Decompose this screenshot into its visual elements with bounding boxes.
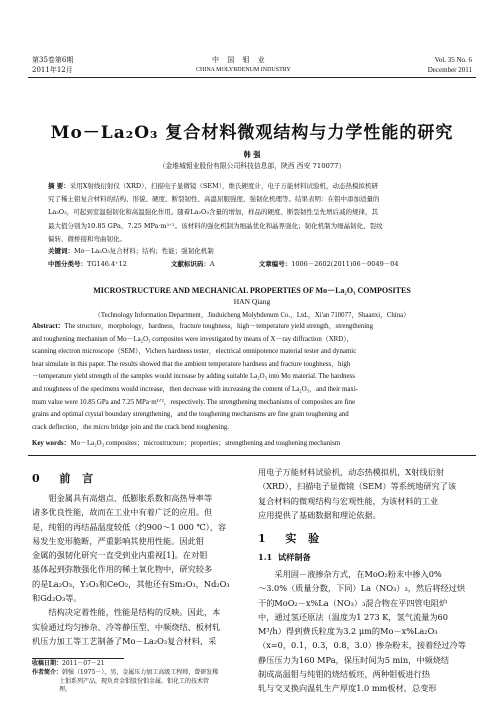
keywords-en-label: Key words： xyxy=(32,440,71,447)
abstract-en-label: Abstract： xyxy=(32,323,65,330)
intro-text xyxy=(32,491,242,648)
abstract-en-line: scanning electron microscope（SEM），Vichers hardness tester，electrical omnipotence material tester and dynamic xyxy=(32,348,357,356)
author-bio-line: 土钼系列产品，现负责金钼股份钼金属、钼化工的技术管 xyxy=(59,677,210,685)
date-en: December 2011 xyxy=(427,66,472,74)
header-rule xyxy=(28,77,476,78)
text-line: 干的MoO₂－x%La（NO₃）₃混合物在平四管电阻炉 xyxy=(258,597,448,608)
journal-name-en: CHINA MOLYBDENUM INDUSTRY xyxy=(196,67,291,73)
text-line: 制成高温钼与纯钼的烧结板坯，两种钼板进行热 xyxy=(258,669,430,680)
abstract-en-line: －temperature yield strength of the samples would increase by adding suitable La₂O₃ into Mo material. The hardness xyxy=(32,373,355,381)
text-line: 中，通过氢还原法（温度为1 273 K，氢气流量为60 xyxy=(258,611,448,622)
paper-title-cn: Mo－La₂O₃ 复合材料微观结构与力学性能的研究 xyxy=(50,123,454,143)
volume-issue-cn: 第35卷第6期 xyxy=(32,56,74,64)
abstract-en-line: heat simulate in this paper. The results showed that the ambient temperature hardness and fracture toughness，high xyxy=(32,360,351,368)
text-line: 用电子万能材料试验机，动态热模拟机，X射线衍射 xyxy=(258,467,444,477)
abstract-cn-line: 最大值分别为10.85 GPa、7.25 MPa·m¹ᐟ²。该材料的强化机制为细晶优化和晶界强化；韧化机制为细晶韧化、裂纹 xyxy=(48,221,383,230)
received-date: 收稿日期：2011－07－21 xyxy=(32,660,105,667)
affiliation-cn: （金堆城钼业股份有限公司科技信息部，陕西 西安 710077） xyxy=(158,162,346,170)
text-line: M³/h）得到费氏粒度为3.2 μm的Mo－x%La₂O₃ xyxy=(258,626,438,637)
text-line: 采用固－液掺杂方式，在MoO₂粉末中掺入0% xyxy=(274,569,442,579)
subsection-heading-sample-prep: 1.1 试样制备 xyxy=(258,552,311,562)
text-line: 是，纯钼的再结晶温度较低（约900～1 000 ℃），容 xyxy=(32,521,227,532)
footnote xyxy=(32,660,244,695)
text-line: 应用提供了基础数据和理论依据。 xyxy=(258,509,381,520)
section-heading-intro: 0 前 言 xyxy=(32,472,98,485)
abstract-cn-line: La₂O₃，可起到室温强韧化和高温强化作用。随着La₂O₃含量的增加，样品的硬度、断裂韧性呈先增后减的规律，其 xyxy=(48,208,378,217)
abstract-en-line: and toughening mechanism of Mo－La₂O₃ composites were investigated by means of X－ray diffraction（XRD）， xyxy=(32,335,354,343)
abstract-en-line: mum value were 10.85 GPa and 7.25 MPa·m¹ᐟ²，respectively. The strengthening mechanisms of composites are fine xyxy=(32,398,356,406)
text-line: ～3.0%（质量分数，下同）La（NO₃）₃，然后将经过烘 xyxy=(258,583,466,594)
text-line: 钼金属具有高熔点、低膨胀系数和高热导率等 xyxy=(48,493,213,503)
text-line: 的是La₂O₃，Y₂O₃和CeO₂，其他还有Sm₂O₃，Nd₂O₃ xyxy=(32,578,230,589)
text-line: （x=0，0.1，0.3，0.8，3.0）掺杂粉末，接着经过冷等 xyxy=(258,640,466,651)
section-heading-experiment: 1 实 验 xyxy=(258,532,324,545)
abstract-en-line: crack deflection，the micro bridge join and the crack bend toughening. xyxy=(32,423,230,431)
author-cn: 韩 强 xyxy=(243,150,261,159)
text-line: 机压力加工等工艺制备了Mo－La₂O₃复合材料，采 xyxy=(32,635,217,646)
abstract-en-line: and toughness of the specimens would increase，then decrease with increasing the content of La₂O₃，and their maxi- xyxy=(32,385,359,393)
classification-cn: 中图分类号：TG146.4⁺12 文献标识码：A 文章编号：1006－2602(2011)06－0049－04 xyxy=(48,260,399,268)
abstract-en xyxy=(32,321,472,434)
text-line: （XRD），扫描电子显微镜（SEM）等系统地研究了该 xyxy=(258,481,457,492)
abstract-cn-line: 偏转、微桥接和弯曲韧化。 xyxy=(48,234,126,243)
text-line: 轧与交叉换向温轧生产厚度1.0 mm板材，总变形 xyxy=(258,683,437,694)
text-line: 易发生変形脆断，严重影响其使用性能。因此钼 xyxy=(32,535,204,546)
affiliation-en: （Technology Information Department，Jinduicheng Molybdenum Co.，Ltd.，Xi'an 710077，Shaanxi，China） xyxy=(94,312,410,319)
keywords-cn-label: 关键词： xyxy=(48,247,74,255)
volume-issue-en: Vol. 35 No. 6 xyxy=(434,56,472,64)
text-line: 基体起到弥散强化作用的稀土氧化物中，研究较多 xyxy=(32,564,213,575)
abstract-en-line: Abstract：The structure，morphology，hardness，fracture toughness，high－temperature yield strength，strengthening xyxy=(32,323,374,330)
keywords-cn: 关键词：Mo－La₂O₃复合材料；结构；性能；强韧化机制 xyxy=(48,247,214,255)
text-line: 诸多优良性能，故而在工业中有着广泛的应用。但 xyxy=(32,507,213,518)
abstract-en-line: grains and optimal crystal boundary strengthening，and the toughening mechanisms are fine grain toughening and xyxy=(32,411,349,419)
abstract-cn-line: 究了稀土钼复合材料的结构、形貌、硬度、断裂韧性、高温屈服强度、强韧化机理等。结果表明：在钼中添加适量的 xyxy=(48,195,380,204)
text-line: 静压压力为160 MPa，保压时间为5 min，中频烧结 xyxy=(258,654,450,665)
text-line: 结构决定着性能，性能是结构的反映。因此，本 xyxy=(48,607,221,618)
text-line: 和Gd₂O₃等。 xyxy=(32,593,82,604)
journal-name-cn: 中 国 钼 业 xyxy=(212,56,268,64)
author-en: HAN Qiang xyxy=(233,297,271,306)
author-bio-line: 理。 xyxy=(59,686,72,694)
text-line: 实验通过均匀掺杂、冷等静压型、中频烧结、板材轧 xyxy=(32,621,221,632)
abstract-cn xyxy=(48,180,458,246)
footnote-rule xyxy=(32,658,124,659)
sample-prep-text xyxy=(258,567,472,696)
abstract-cn-label: 摘 要： xyxy=(48,182,70,190)
text-line: 复合材料的微观结构与宏观性能，为该材料的工业 xyxy=(258,495,439,506)
abstract-cn-line: 摘 要：采用X射线衍射仪（XRD），扫描电子显微镜（SEM），维氏硬度计，电子万能材料试验机，动态热模拟机研 xyxy=(48,182,378,190)
intro-text-continued xyxy=(258,465,472,522)
paper-title-en: MICROSTRUCTURE AND MECHANICAL PROPERTIES OF Mo－La₂O₃ COMPOSITES xyxy=(93,286,411,295)
abstract-rule xyxy=(28,455,476,456)
keywords-en: Key words：Mo－La₂O₃ composites；microstructure；properties；strengthening and toughening mechanism xyxy=(32,440,341,447)
date-cn: 2011年12月 xyxy=(32,66,73,74)
text-line: 金属的强韧化研究一直受到业内重视[1]。在对钼 xyxy=(32,550,208,561)
author-bio: 作者简介：韩强（1975－），男，金属压力加工高级工程师，曾研发稀 xyxy=(32,668,219,676)
